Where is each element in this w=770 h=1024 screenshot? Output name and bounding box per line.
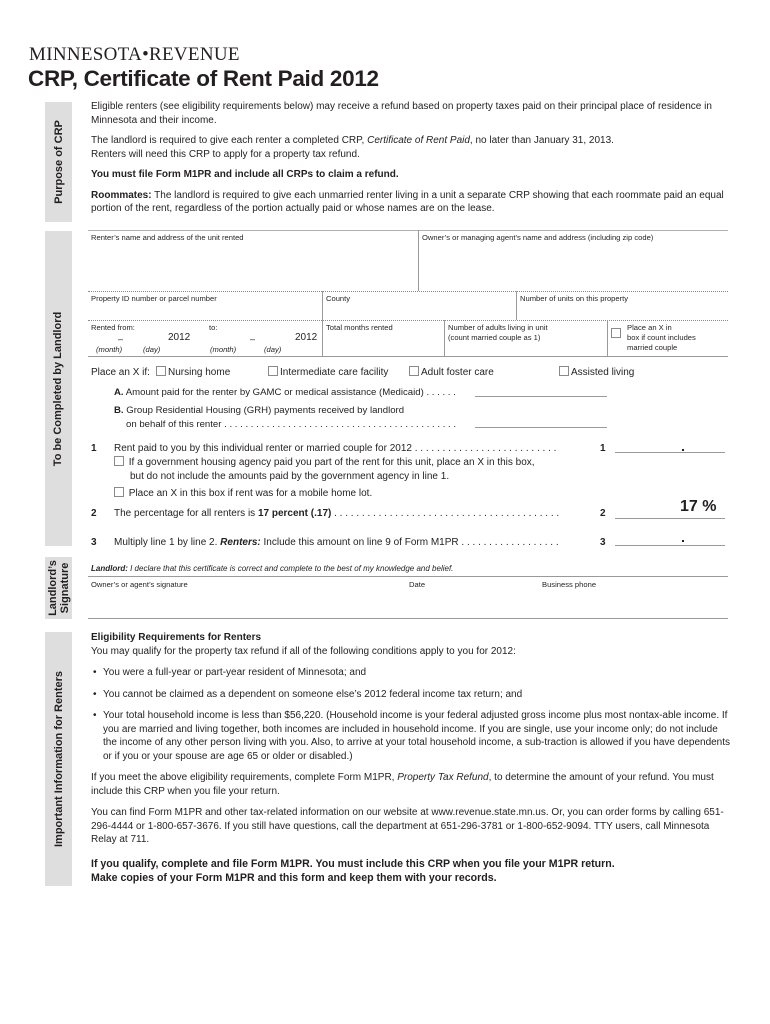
important-info-section xyxy=(91,631,731,885)
landlord-declaration: Landlord: I declare that this certificate is correct and complete to the best of my knowledge and belief. xyxy=(91,564,454,573)
signature-label: Owner’s or agent’s signature xyxy=(91,580,188,589)
side-tab-label: Landlord’s Signature xyxy=(46,560,71,616)
date-separator: – xyxy=(250,334,256,344)
line-3-ref: 3 xyxy=(600,537,606,548)
line-3-number: 3 xyxy=(91,537,97,548)
line-1-input[interactable] xyxy=(615,441,725,453)
gov-agency-check-row: If a government housing agency paid you part of the rent for this unit, place an X in this box, but do not include the amounts paid by the government agency in line 1. xyxy=(114,456,535,483)
line-b: B. Group Residential Housing (GRH) payments received by landlord on behalf of this renter . . . . . . . . . . . . . . . . . . . . . . . . . . . . . . . . . . . . . . . . . . . . xyxy=(114,405,457,430)
eligibility-intro: You may qualify for the property tax refund if all of the following conditions apply to you for 2012: xyxy=(91,645,516,657)
purpose-paragraph-3: You must file Form M1PR and include all CRPs to claim a refund. xyxy=(91,169,399,180)
checkbox-icon[interactable] xyxy=(156,366,166,376)
business-phone-label: Business phone xyxy=(542,580,597,589)
line-3-text: Multiply line 1 by line 2. Renters: Include this amount on line 9 of Form M1PR . . . . . . . . . . . . . . . . . . xyxy=(114,537,559,548)
adults-field[interactable] xyxy=(448,323,548,343)
facility-option-adult-foster-care[interactable]: Adult foster care xyxy=(409,366,494,380)
line-1-ref: 1 xyxy=(600,443,606,454)
side-tab-signature xyxy=(45,557,72,619)
married-couple-checkbox[interactable] xyxy=(611,324,623,342)
checkbox-icon[interactable] xyxy=(409,366,419,376)
purpose-paragraph-1: Eligible renters (see eligibility requirements below) may receive a refund based on property taxes paid on their principal place of residence in Minnesota and their income. xyxy=(91,101,712,126)
side-tab-purpose xyxy=(45,102,72,222)
rented-dates-field[interactable] xyxy=(91,323,319,356)
closing-instructions: If you qualify, complete and file Form M1PR. You must include this CRP when you file your M1PR return. Make copies of your Form M1PR and this form and keep them with your records. xyxy=(91,857,615,884)
eligibility-heading: Eligibility Requirements for Renters xyxy=(91,632,262,643)
line-a: A. Amount paid for the renter by GAMC or medical assistance (Medicaid) . . . . . . xyxy=(114,387,456,398)
checkbox-icon[interactable] xyxy=(559,366,569,376)
units-label: Number of units on this property xyxy=(520,294,629,303)
line-1-text: Rent paid to you by this individual renter or married couple for 2012 . . . . . . . . . . . . . . . . . . . . . . . . . . xyxy=(114,443,557,454)
purpose-paragraph-2: The landlord is required to give each renter a completed CRP, Certificate of Rent Paid, no later than January 31, 2013. Renters will need this CRP to apply for a property tax refund. xyxy=(91,135,614,160)
adults-hint: (count married couple as 1) xyxy=(448,333,541,342)
checkbox-icon[interactable] xyxy=(611,328,621,338)
owner-name-field[interactable] xyxy=(422,233,653,243)
info-paragraph-1: If you meet the above eligibility requirements, complete Form M1PR, Property Tax Refund, to determine the amount of your refund. You must include this CRP when you file your return. xyxy=(91,772,714,797)
year-from: 2012 xyxy=(168,332,191,343)
day-hint: (day) xyxy=(264,345,282,354)
eligibility-list xyxy=(91,666,731,763)
eligibility-item: • Your total household income is less than $56,220. (Household income is your federal adjusted gross income plus most nontax-able income. If you are married and living together, both incomes are included in household income. If you are single, use your income only; do not include the income of any other person living with you. Also, to arrive at your total household income, a sub-traction is allowed if you have dependents or if you or your spouse are age 65 or older or disabled.) xyxy=(91,709,731,763)
date-separator: – xyxy=(118,334,124,344)
married-couple-label: Place an X in box if count includes married couple xyxy=(627,323,696,352)
facility-option-intermediate-care[interactable]: Intermediate care facility xyxy=(268,366,388,380)
line-b-input[interactable] xyxy=(475,416,607,428)
date-label: Date xyxy=(409,580,426,589)
checkbox-icon[interactable] xyxy=(268,366,278,376)
line-2-number: 2 xyxy=(91,508,97,519)
line-2-text: The percentage for all renters is 17 percent (.17) . . . . . . . . . . . . . . . . . . . . . . . . . . . . . . . . . . . . . . . . . xyxy=(114,508,560,519)
facility-option-assisted-living[interactable]: Assisted living xyxy=(559,366,634,380)
renter-name-label: Renter’s name and address of the unit rented xyxy=(91,233,244,242)
property-id-label: Property ID number or parcel number xyxy=(91,294,217,303)
renter-name-field[interactable] xyxy=(91,233,244,243)
county-label: County xyxy=(326,294,351,303)
side-tab-label: Purpose of CRP xyxy=(52,120,65,204)
day-hint: (day) xyxy=(143,345,161,354)
line-2-ref: 2 xyxy=(600,508,606,519)
signature-field[interactable] xyxy=(91,580,391,618)
eligibility-item: • You were a full-year or part-year resident of Minnesota; and xyxy=(91,666,731,680)
facility-type-row xyxy=(91,366,731,380)
line-1-number: 1 xyxy=(91,443,97,454)
purpose-paragraph-4: Roommates: The landlord is required to give each unmarried renter living in a unit a separate CRP showing that each roommate paid an equal portion of the rent, regardless of the portion actually paid or whose names are on the lease. xyxy=(91,189,724,214)
mobile-home-check-row: Place an X in this box if rent was for a mobile home lot. xyxy=(114,487,372,501)
agency-name: MINNESOTA•REVENUE xyxy=(29,44,240,65)
rented-from-label: Rented from: xyxy=(91,323,135,332)
facility-option-nursing-home[interactable]: Nursing home xyxy=(156,366,230,380)
business-phone-field[interactable] xyxy=(542,580,722,618)
side-tab-label: To be Completed by Landlord xyxy=(52,311,65,466)
line-3-input[interactable] xyxy=(615,534,725,546)
mobile-home-checkbox[interactable] xyxy=(114,487,124,497)
side-tab-important xyxy=(45,632,72,886)
total-months-label: Total months rented xyxy=(326,323,393,332)
property-id-field[interactable] xyxy=(91,294,217,304)
month-hint: (month) xyxy=(210,345,237,354)
facility-type-label: Place an X if: xyxy=(91,367,150,378)
year-to: 2012 xyxy=(295,332,318,343)
to-label: to: xyxy=(209,323,218,332)
eligibility-item: • You cannot be claimed as a dependent on someone else’s 2012 federal income tax return; and xyxy=(91,688,731,702)
month-hint: (month) xyxy=(96,345,123,354)
side-tab-label: Important Information for Renters xyxy=(52,670,65,848)
date-field[interactable] xyxy=(409,580,529,618)
side-tab-landlord xyxy=(45,231,72,546)
owner-name-label: Owner’s or managing agent’s name and address (including zip code) xyxy=(422,233,654,242)
form-title: CRP, Certificate of Rent Paid 2012 xyxy=(28,66,379,91)
info-paragraph-2: You can find Form M1PR and other tax-related information on our website at www.revenue.state.mn.us. Or, you can order forms by calling 651-296-4444 or 1-800-657-3676. If you still have questions, call the department at 651-296-3781 or 1-800-652-9094. TTY users, call Minnesota Relay at 711. xyxy=(91,807,724,845)
total-months-field[interactable] xyxy=(326,323,393,333)
units-field[interactable] xyxy=(520,294,628,304)
adults-label: Number of adults living in unit xyxy=(448,323,548,332)
line-2-value: 17 % xyxy=(680,498,717,515)
line-a-input[interactable] xyxy=(475,385,607,397)
county-field[interactable] xyxy=(326,294,350,304)
purpose-section xyxy=(91,100,731,216)
gov-agency-checkbox[interactable] xyxy=(114,456,124,466)
